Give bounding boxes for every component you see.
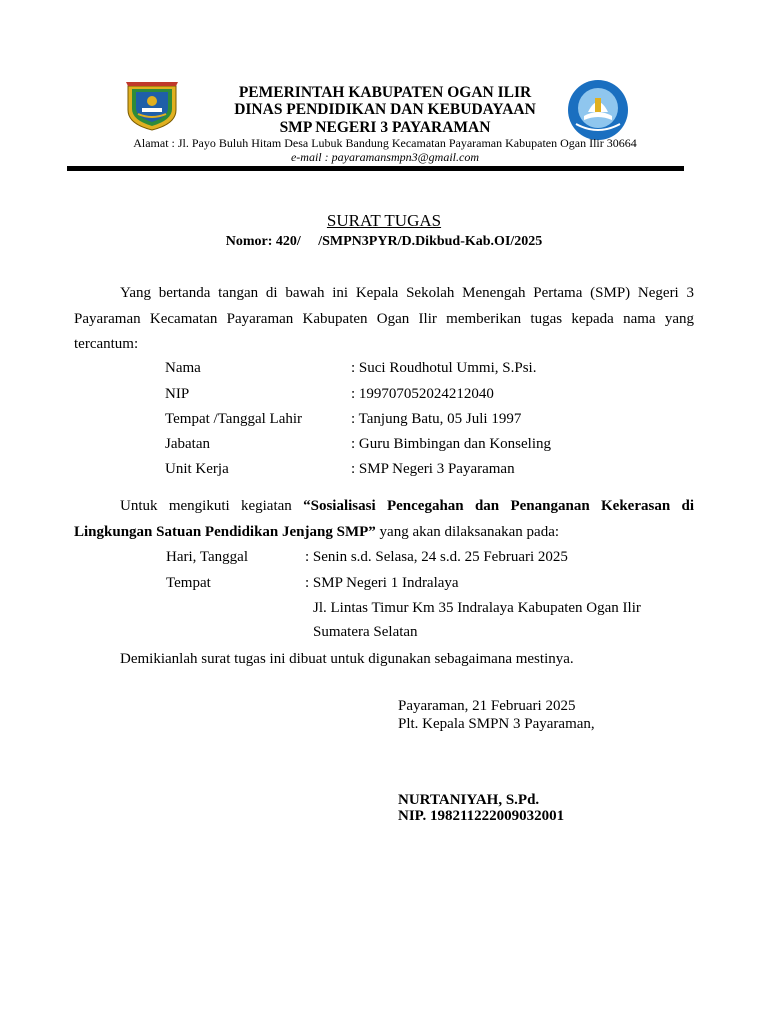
event-place-address: Jl. Lintas Timur Km 35 Indralaya Kabupaten Ogan Ilir [313,600,641,616]
identity-label-name: Nama [165,360,201,376]
identity-value-unit: : SMP Negeri 3 Payaraman [351,461,515,477]
letterhead-address: Alamat : Jl. Payo Buluh Hitam Desa Lubuk Bandung Kecamatan Payaraman Kabupaten Ogan Ilir 30664 [133,136,637,150]
identity-value-birth: : Tanjung Batu, 05 Juli 1997 [351,411,522,427]
signature-nip: NIP. 198211222009032001 [398,808,565,824]
identity-label-nip: NIP [165,386,190,402]
document-number: Nomor: 420/ /SMPN3PYR/D.Dikbud-Kab.OI/2025 [225,234,543,249]
activity-suffix: yang akan dilaksanakan pada: [375,523,560,540]
activity-prefix: Untuk mengikuti kegiatan [120,498,304,514]
identity-label-unit: Unit Kerja [165,461,229,477]
identity-value-name: : Suci Roudhotul Ummi, S.Psi. [351,360,537,376]
letterhead-line-2: DINAS PENDIDIKAN DAN KEBUDAYAAN [234,101,536,118]
identity-label-birth: Tempat /Tanggal Lahir [165,411,303,427]
identity-value-position: : Guru Bimbingan dan Konseling [351,436,551,452]
letterhead-divider [67,166,684,171]
closing-sentence: Demikianlah surat tugas ini dibuat untuk digunakan sebagaimana mestinya. [120,651,574,667]
letterhead-email: e-mail : payaramansmpn3@gmail.com [290,150,479,164]
event-place-label: Tempat [166,575,211,591]
identity-value-nip: : 199707052024212040 [351,386,494,402]
event-place-province: Sumatera Selatan [313,624,418,640]
signature-position: Plt. Kepala SMPN 3 Payaraman, [398,716,595,732]
intro-paragraph: Yang bertanda tangan di bawah ini Kepala Sekolah Menengah Pertama (SMP) Negeri 3 Payaraman Kecamatan Payaraman Kabupaten Ogan Ilir memberikan tugas kepada nama yang tercantum: [74,285,694,352]
signature-place-date: Payaraman, 21 Februari 2025 [398,698,576,714]
event-date-label: Hari, Tanggal [166,549,248,565]
letterhead-line-1: PEMERINTAH KABUPATEN OGAN ILIR [238,84,532,101]
identity-label-position: Jabatan [165,436,210,452]
activity-paragraph [74,494,694,545]
activity-name: “Sosialisasi Pencegahan dan Penanganan Kekerasan di Lingkungan Satuan Pendidikan Jenjang SMP” [74,498,694,540]
event-date-value: : Senin s.d. Selasa, 24 s.d. 25 Februari 2025 [305,549,568,565]
kabupaten-ogan-ilir-emblem [124,80,180,132]
letterhead-line-3: SMP NEGERI 3 PAYARAMAN [279,119,491,136]
event-place-value: : SMP Negeri 1 Indralaya [305,575,459,591]
document-title: SURAT TUGAS [326,211,442,230]
signature-name: NURTANIYAH, S.Pd. [398,792,540,808]
